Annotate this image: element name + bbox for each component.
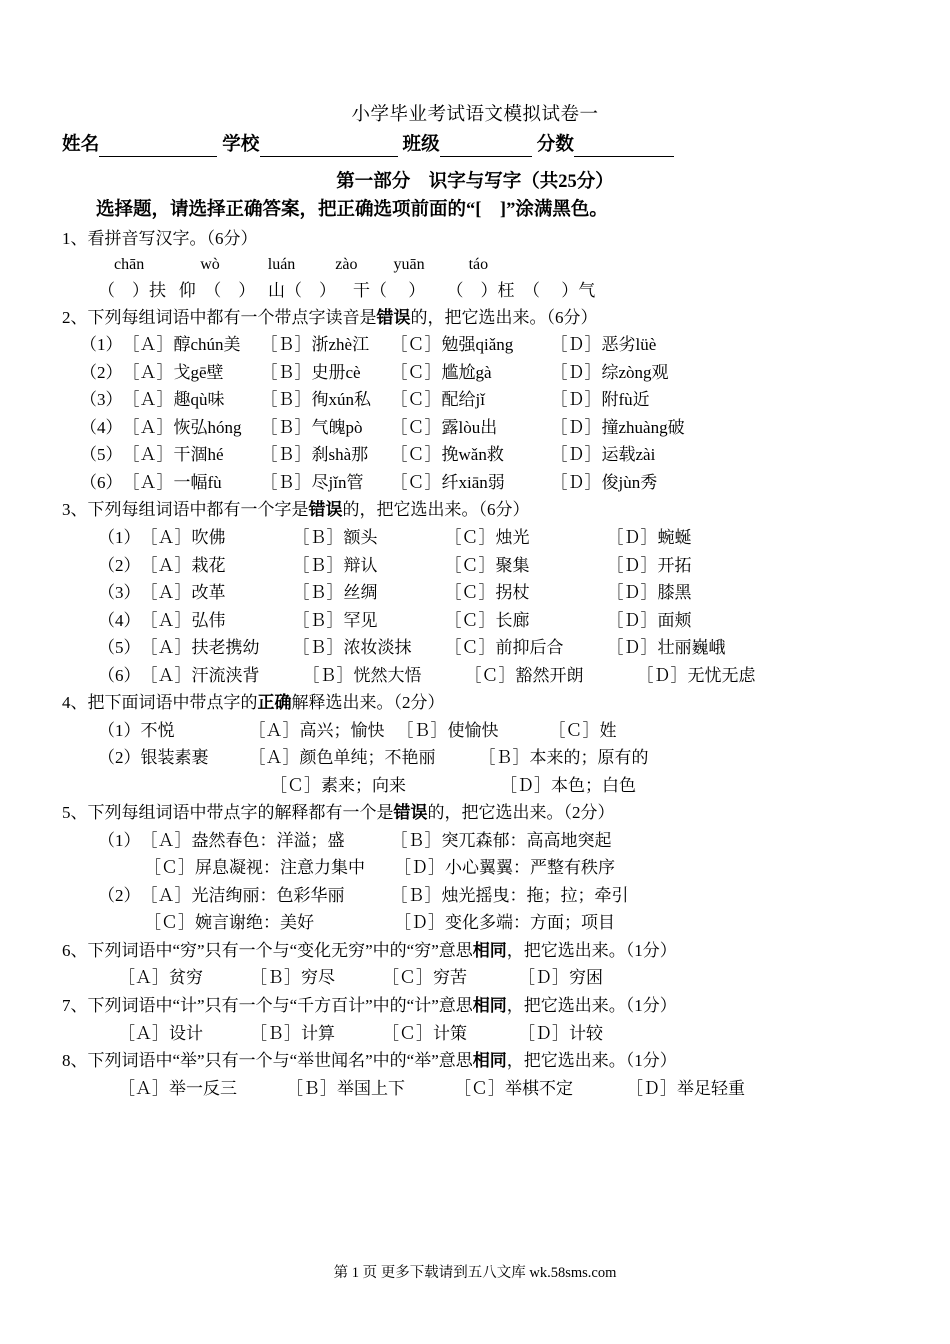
q4-1-option-a[interactable]: ［Ａ］高兴；愉快 <box>248 720 385 740</box>
question-8-stem <box>62 1047 888 1075</box>
q3-3-option-d[interactable]: ［Ｄ］膝黑 <box>606 583 692 603</box>
q4-2-option-c[interactable]: ［Ｃ］素来；向来 <box>270 775 406 795</box>
q3-1-option-d[interactable]: ［Ｄ］蜿蜒 <box>606 527 692 547</box>
q4-2-option-a[interactable]: ［Ａ］颜色单纯；不艳丽 <box>248 748 436 768</box>
q8-stem-pre: 下列词语中“举”只有一个与“举世闻名”中的“举”意思 <box>87 1051 473 1071</box>
q3-2-option-b[interactable]: ［Ｂ］辩认 <box>292 555 378 575</box>
q3-item-3 <box>62 579 888 607</box>
q3-item-4 <box>62 607 888 635</box>
page-footer: 第 1 页 更多下载请到五八文库 wk.58sms.com <box>333 1265 617 1281</box>
school-label: 学校 <box>222 135 260 155</box>
q6-stem-post: ，把它选出来。（1分） <box>506 940 677 960</box>
q3-4-idx: （4） <box>98 610 141 630</box>
q2-3-option-c[interactable]: ［Ｃ］配给jǐ <box>390 390 485 410</box>
q3-1-idx: （1） <box>98 527 141 547</box>
q4-2-option-b[interactable]: ［Ｂ］本来的；原有的 <box>478 748 649 768</box>
section-subheading: 选择题，请选择正确答案，把正确选项前面的“[ ]”涂满黑色。 <box>96 200 608 220</box>
q5-2-idx: （2） <box>98 885 141 905</box>
q4-1-option-c[interactable]: ［Ｃ］姓 <box>548 720 617 740</box>
q2-1-option-b[interactable]: ［Ｂ］浙zhè江 <box>260 335 370 355</box>
q2-2-option-a[interactable]: ［Ａ］戈gē壁 <box>122 362 224 382</box>
q3-4-option-b[interactable]: ［Ｂ］罕见 <box>292 610 378 630</box>
q2-item-6 <box>62 469 888 497</box>
name-label: 姓名 <box>62 135 100 155</box>
q3-stem-post: 的，把它选出来。（6分） <box>342 500 530 520</box>
q2-1-option-c[interactable]: ［Ｃ］勉强qiǎng <box>390 335 514 355</box>
q7-options <box>62 1020 888 1048</box>
q3-2-idx: （2） <box>98 555 141 575</box>
q2-6-option-b[interactable]: ［Ｂ］尽jǐn管 <box>260 472 364 492</box>
q7-stem-bold: 相同 <box>472 996 507 1015</box>
q6-option-b[interactable]: ［Ｂ］穷尽 <box>250 968 335 988</box>
school-blank[interactable] <box>260 135 398 157</box>
q4-2-option-d[interactable]: ［Ｄ］本色；白色 <box>500 775 636 795</box>
q8-option-a[interactable]: ［Ａ］举一反三 <box>118 1078 237 1098</box>
q4-item-1 <box>62 717 888 745</box>
q3-5-option-b[interactable]: ［Ｂ］浓妆淡抹 <box>292 638 412 658</box>
q1-number: 1、 <box>62 229 88 248</box>
q1-answer-row: （ ）扶 仰 （ ） 山（ ） 干（ ） （ ）枉 （ ）气 <box>98 280 596 300</box>
q4-stem-bold: 正确 <box>257 693 292 713</box>
q2-1-option-d[interactable]: ［Ｄ］恶劣lüè <box>550 335 657 355</box>
page-title: 小学毕业考试语文模拟试卷一 <box>351 105 599 125</box>
q6-stem-bold: 相同 <box>472 940 507 960</box>
q2-4-option-c[interactable]: ［Ｃ］露lòu出 <box>390 417 498 437</box>
q1-text: 看拼音写汉字。（6分） <box>87 229 258 248</box>
class-label: 班级 <box>402 135 440 155</box>
q5-2-option-b[interactable]: ［Ｂ］烛光摇曳：拖；拉；牵引 <box>390 885 629 905</box>
q4-1-word: 不悦 <box>140 720 175 740</box>
q7-option-d[interactable]: ［Ｄ］计较 <box>518 1023 603 1043</box>
section-heading: 第一部分 识字与写字（共25分） <box>336 172 614 192</box>
q3-item-6 <box>62 662 888 690</box>
q7-option-b[interactable]: ［Ｂ］计算 <box>250 1023 335 1043</box>
q2-stem-pre: 下列每组词语中都有一个带点字读音是 <box>87 307 377 327</box>
q2-5-option-b[interactable]: ［Ｂ］刹shà那 <box>260 445 369 465</box>
q7-option-c[interactable]: ［Ｃ］计策 <box>382 1023 467 1043</box>
q2-5-option-c[interactable]: ［Ｃ］挽wǎn救 <box>390 445 504 465</box>
q7-number: 7、 <box>62 996 88 1015</box>
q2-4-option-d[interactable]: ［Ｄ］撞zhuàng破 <box>550 417 685 437</box>
q8-stem-post: ，把它选出来。（1分） <box>506 1051 677 1071</box>
q5-2-option-a[interactable]: ［Ａ］光洁绚丽：色彩华丽 <box>140 885 345 905</box>
q2-4-option-b[interactable]: ［Ｂ］气魄pò <box>260 417 363 437</box>
q2-item-1 <box>62 331 888 359</box>
q3-stem-pre: 下列每组词语中都有一个字是 <box>87 500 309 520</box>
q3-5-idx: （5） <box>98 638 141 658</box>
q3-3-option-c[interactable]: ［Ｃ］拐杖 <box>444 583 530 603</box>
q5-item-1-line2 <box>62 854 888 882</box>
q6-stem-pre: 下列词语中“穷”只有一个与“变化无穷”中的“穷”意思 <box>87 940 473 960</box>
q2-6-option-a[interactable]: ［Ａ］一幅fù <box>122 472 222 492</box>
q2-stem-post: 的，把它选出来。（6分） <box>410 307 598 327</box>
score-label: 分数 <box>536 135 575 155</box>
q5-item-1 <box>62 827 888 855</box>
q3-5-option-d[interactable]: ［Ｄ］壮丽巍峨 <box>606 638 726 658</box>
q4-number: 4、 <box>62 693 88 713</box>
q2-item-2 <box>62 359 888 387</box>
q3-3-idx: （3） <box>98 583 141 603</box>
q3-1-option-a[interactable]: ［Ａ］吹佛 <box>140 527 226 547</box>
question-5-stem <box>62 799 888 827</box>
q2-6-option-c[interactable]: ［Ｃ］纤xiān弱 <box>390 472 505 492</box>
q6-option-c[interactable]: ［Ｃ］穷苦 <box>382 968 467 988</box>
question-6-stem <box>62 937 888 965</box>
q3-6-option-c[interactable]: ［Ｃ］豁然开朗 <box>464 665 584 685</box>
question-2-stem <box>62 304 888 332</box>
q7-option-a[interactable]: ［Ａ］设计 <box>118 1023 203 1043</box>
q3-stem-bold: 错误 <box>308 500 343 520</box>
score-blank[interactable] <box>574 135 674 157</box>
q4-item-2-line2 <box>62 772 888 800</box>
question-7-stem <box>62 992 888 1020</box>
q2-6-idx: （6） <box>80 472 123 492</box>
q3-3-option-a[interactable]: ［Ａ］改革 <box>140 583 226 603</box>
q2-5-idx: （5） <box>80 445 123 465</box>
q3-item-5 <box>62 634 888 662</box>
q5-1-option-d[interactable]: ［Ｄ］小心翼翼：严整有秩序 <box>394 858 615 878</box>
class-blank[interactable] <box>440 135 532 157</box>
q3-4-option-a[interactable]: ［Ａ］弘伟 <box>140 610 226 630</box>
q8-stem-bold: 相同 <box>472 1051 507 1071</box>
q4-stem-post: 解释选出来。（2分） <box>291 693 445 713</box>
name-blank[interactable] <box>99 135 217 157</box>
q5-1-idx: （1） <box>98 830 141 850</box>
q3-6-option-b[interactable]: ［Ｂ］恍然大悟 <box>302 665 422 685</box>
q4-1-option-b[interactable]: ［Ｂ］使愉快 <box>396 720 499 740</box>
q4-stem-pre: 把下面词语中带点字的 <box>87 693 258 713</box>
q3-1-option-b[interactable]: ［Ｂ］额头 <box>292 527 378 547</box>
q3-5-option-c[interactable]: ［Ｃ］前抑后合 <box>444 638 564 658</box>
q3-6-option-a[interactable]: ［Ａ］汗流浃背 <box>140 665 260 685</box>
q6-options <box>62 964 888 992</box>
q1-pinyin-row: chān wò luán zào yuān táo <box>114 255 489 273</box>
q5-item-2 <box>62 882 888 910</box>
q5-2-option-c[interactable]: ［Ｃ］婉言谢绝：美好 <box>144 913 314 933</box>
q2-1-option-a[interactable]: ［Ａ］醇chún美 <box>122 335 241 355</box>
q4-2-idx: （2） <box>98 748 141 768</box>
q2-2-idx: （2） <box>80 362 123 382</box>
q5-stem-pre: 下列每组词语中带点字的解释都有一个是 <box>87 803 394 823</box>
q2-6-option-d[interactable]: ［Ｄ］俊jùn秀 <box>550 472 658 492</box>
q2-item-5 <box>62 441 888 469</box>
q2-5-option-a[interactable]: ［Ａ］干涸hé <box>122 445 224 465</box>
q2-3-option-a[interactable]: ［Ａ］趣qù味 <box>122 390 225 410</box>
q3-2-option-d[interactable]: ［Ｄ］开拓 <box>606 555 692 575</box>
q2-stem-bold: 错误 <box>376 307 411 327</box>
q4-1-idx: （1） <box>98 720 141 740</box>
q3-1-option-c[interactable]: ［Ｃ］烛光 <box>444 527 530 547</box>
q2-1-idx: （1） <box>80 335 123 355</box>
q5-1-option-c[interactable]: ［Ｃ］屏息凝视：注意力集中 <box>144 858 365 878</box>
q3-6-option-d[interactable]: ［Ｄ］无忧无虑 <box>636 665 756 685</box>
q2-2-option-b[interactable]: ［Ｂ］史册cè <box>260 362 361 382</box>
q4-item-2 <box>62 744 888 772</box>
q2-item-4 <box>62 414 888 442</box>
q5-1-option-b[interactable]: ［Ｂ］突兀森郁：高高地突起 <box>390 830 612 850</box>
q2-3-idx: （3） <box>80 390 123 410</box>
q3-4-option-d[interactable]: ［Ｄ］面颊 <box>606 610 692 630</box>
q2-item-3 <box>62 386 888 414</box>
q8-options <box>62 1075 888 1103</box>
question-1-stem <box>62 225 888 253</box>
q3-2-option-a[interactable]: ［Ａ］栽花 <box>140 555 226 575</box>
q4-2-word: 银装素裹 <box>140 748 209 768</box>
q2-4-option-a[interactable]: ［Ａ］恢弘hóng <box>122 417 242 437</box>
q2-2-option-c[interactable]: ［Ｃ］尴尬gà <box>390 362 492 382</box>
q2-4-idx: （4） <box>80 417 123 437</box>
q8-option-d[interactable]: ［Ｄ］举足轻重 <box>626 1078 745 1098</box>
q3-number: 3、 <box>62 500 88 520</box>
q7-stem-pre: 下列词语中“计”只有一个与“千方百计”中的“计”意思 <box>87 996 473 1015</box>
q8-option-b[interactable]: ［Ｂ］举国上下 <box>286 1078 405 1098</box>
question-3-stem <box>62 496 888 524</box>
q3-3-option-b[interactable]: ［Ｂ］丝绸 <box>292 583 378 603</box>
q5-stem-bold: 错误 <box>393 803 428 823</box>
q2-2-option-d[interactable]: ［Ｄ］综zòng观 <box>550 362 669 382</box>
q2-3-option-b[interactable]: ［Ｂ］徇xún私 <box>260 390 371 410</box>
q5-number: 5、 <box>62 803 88 823</box>
q5-item-2-line2 <box>62 909 888 937</box>
q6-option-a[interactable]: ［Ａ］贫穷 <box>118 968 203 988</box>
q5-1-option-a[interactable]: ［Ａ］盎然春色：洋溢；盛 <box>140 830 345 850</box>
q3-2-option-c[interactable]: ［Ｃ］聚集 <box>444 555 530 575</box>
q6-option-d[interactable]: ［Ｄ］穷困 <box>518 968 603 988</box>
q8-number: 8、 <box>62 1051 88 1071</box>
q2-5-option-d[interactable]: ［Ｄ］运载zài <box>550 445 656 465</box>
q2-3-option-d[interactable]: ［Ｄ］附fù近 <box>550 390 650 410</box>
question-4-stem <box>62 689 888 717</box>
q7-stem-post: ，把它选出来。（1分） <box>506 996 677 1015</box>
q3-4-option-c[interactable]: ［Ｃ］长廊 <box>444 610 530 630</box>
q3-item-1 <box>62 524 888 552</box>
q2-number: 2、 <box>62 307 88 327</box>
q3-6-idx: （6） <box>98 665 141 685</box>
q3-5-option-a[interactable]: ［Ａ］扶老携幼 <box>140 638 260 658</box>
q3-item-2 <box>62 552 888 580</box>
q5-stem-post: 的，把它选出来。（2分） <box>427 803 615 823</box>
student-info-line <box>62 130 888 157</box>
q8-option-c[interactable]: ［Ｃ］举棋不定 <box>454 1078 573 1098</box>
q6-number: 6、 <box>62 940 88 960</box>
q5-2-option-d[interactable]: ［Ｄ］变化多端：方面；项目 <box>394 913 615 933</box>
